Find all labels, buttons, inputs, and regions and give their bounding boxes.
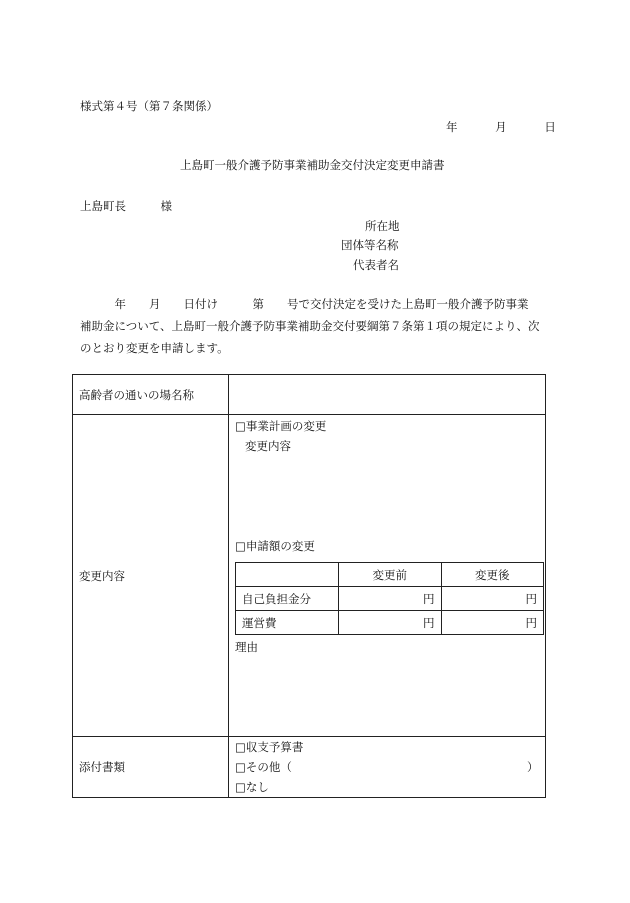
amount-header-blank [236, 563, 339, 587]
attachment-none-checkbox[interactable]: □なし [235, 780, 269, 794]
amount-header-after: 変更後 [441, 563, 544, 587]
change-details-label: 変更内容 [245, 439, 291, 453]
attachments-label: 添付書類 [73, 737, 229, 798]
applicant-address-label: 所在地 [365, 219, 400, 233]
table-row [236, 587, 544, 611]
date-year: 年 [446, 120, 458, 134]
reason-label: 理由 [235, 640, 258, 654]
document-title: 上島町一般介護予防事業補助金交付決定変更申請書 [180, 158, 445, 172]
venue-name-label: 高齢者の通いの場名称 [73, 375, 229, 415]
attachment-other-checkbox[interactable]: □その他（ [235, 760, 292, 774]
applicant-org-label: 団体等名称 [341, 238, 399, 252]
date-day: 日 [544, 120, 556, 134]
change-content-cell [229, 415, 546, 737]
amount-row-before[interactable]: 円 [339, 611, 442, 635]
change-content-label: 変更内容 [73, 415, 229, 737]
attachment-other-close: ） [527, 760, 539, 774]
table-row [73, 375, 546, 415]
venue-name-value[interactable] [229, 375, 546, 415]
table-row [236, 611, 544, 635]
body-line-2: 補助金について、上島町一般介護予防事業補助金交付要綱第７条第１項の規定により、次 [80, 319, 540, 333]
amount-row-before[interactable]: 円 [339, 587, 442, 611]
attachments-cell [229, 737, 546, 798]
amount-row-after[interactable]: 円 [441, 587, 544, 611]
amount-row-after[interactable]: 円 [441, 611, 544, 635]
amount-row-name: 自己負担金分 [236, 587, 339, 611]
date-month: 月 [495, 120, 507, 134]
body-line-3: のとおり変更を申請します。 [80, 341, 229, 355]
date-line [446, 119, 556, 135]
plan-change-checkbox[interactable]: □事業計画の変更 [235, 419, 327, 433]
amount-change-checkbox[interactable]: □申請額の変更 [235, 539, 315, 553]
amount-table [235, 562, 544, 635]
form-number: 様式第４号（第７条関係） [80, 99, 218, 113]
table-row [73, 737, 546, 798]
table-row [236, 563, 544, 587]
addressee: 上島町長 様 [80, 199, 172, 213]
application-table [72, 374, 546, 798]
table-row [73, 415, 546, 737]
attachment-budget-checkbox[interactable]: □収支予算書 [235, 740, 304, 754]
body-line-1: 年 月 日付け 第 号で交付決定を受けた上島町一般介護予防事業 [80, 297, 529, 311]
amount-header-before: 変更前 [339, 563, 442, 587]
applicant-rep-label: 代表者名 [353, 258, 399, 272]
attachment-other-row [235, 757, 545, 777]
amount-row-name: 運営費 [236, 611, 339, 635]
